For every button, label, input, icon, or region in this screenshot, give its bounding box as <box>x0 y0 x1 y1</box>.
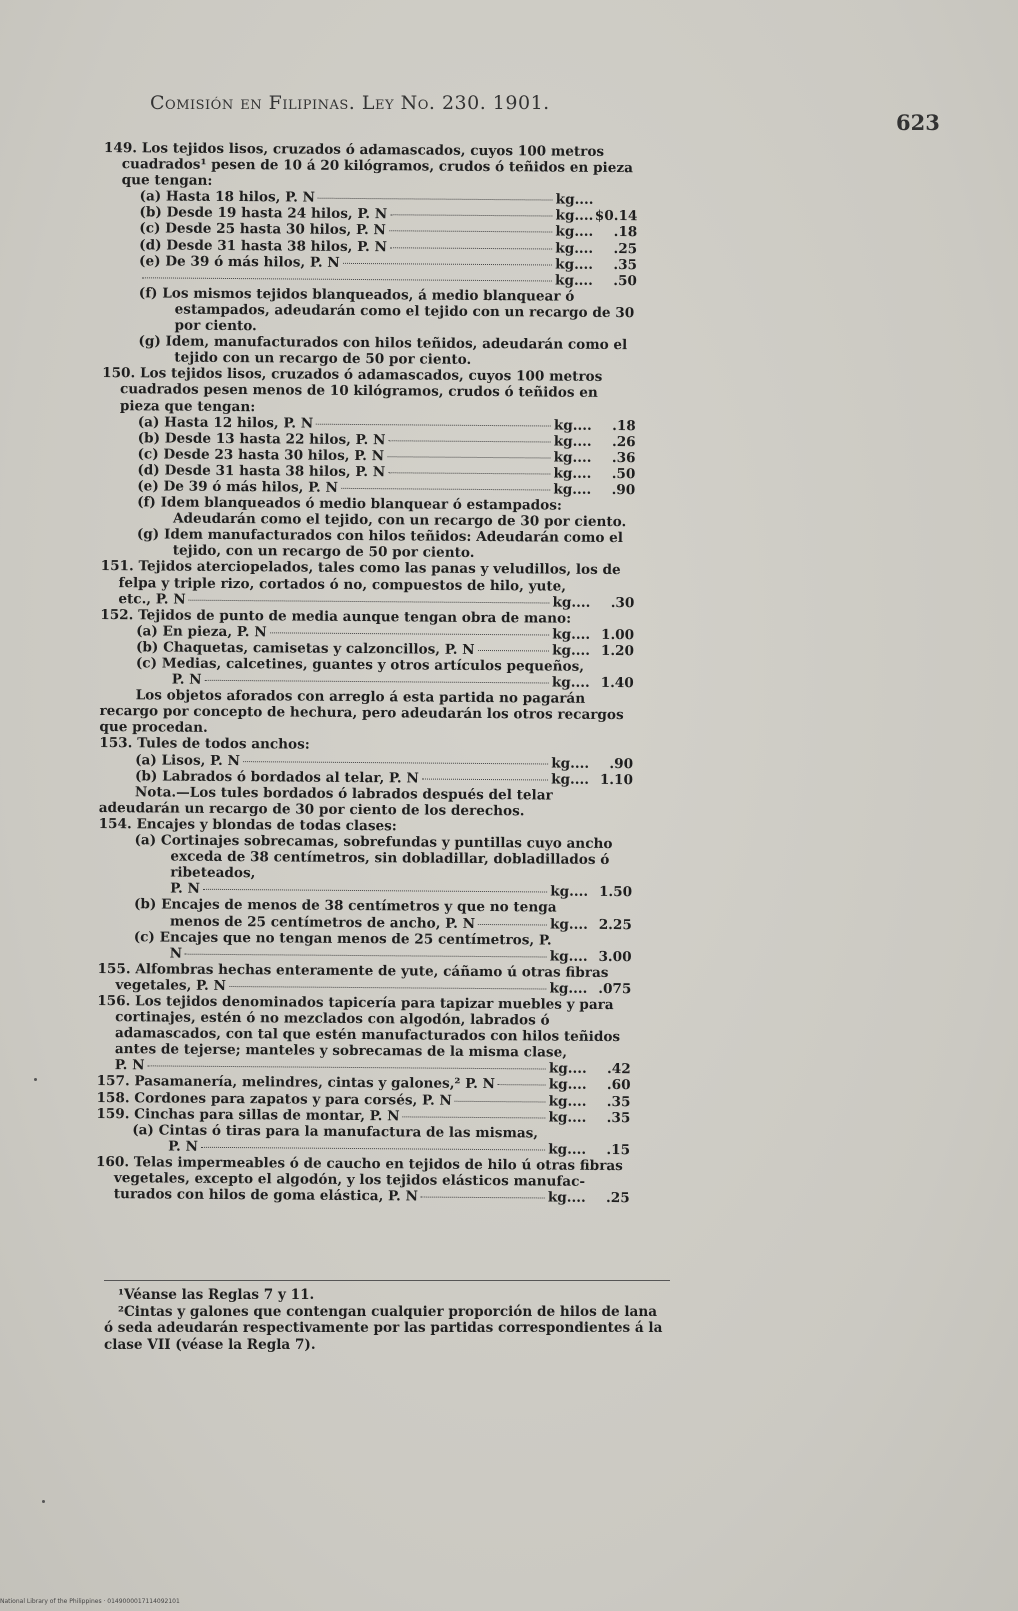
tariff-row: (e) De 39 ó más hilos, P. N kg.... .90 <box>137 478 636 499</box>
footnote: ¹Véanse las Reglas 7 y 11. <box>118 1287 315 1303</box>
tariff-row: 159. Cinchas para sillas de montar, P. N kg.... .35 <box>96 1105 631 1126</box>
item-note: (g) Idem, manufacturados con hilos teñidos, adeudarán como el tejido con un recargo de 50 por ciento. <box>138 333 628 369</box>
tariff-row: (b) Labrados ó bordados al telar, P. N kg.... 1.10 <box>134 767 634 788</box>
item-151 <box>100 558 634 610</box>
tariff-row: (e) De 39 ó más hilos, P. N kg.... .35 <box>138 252 638 273</box>
item-150 <box>101 365 637 562</box>
tariff-row: (b) Desde 19 hasta 24 hilos, P. N kg.... $0.14 <box>139 204 638 225</box>
item-155 <box>97 961 631 997</box>
tariff-row: (a) Lisos, P. N kg.... .90 <box>135 751 634 772</box>
tariff-row: (d) Desde 31 hasta 38 hilos, P. N kg.... .50 <box>137 462 636 483</box>
item-157: 157. Pasamanería, melindres, cintas y galones,² P. N kg.... .60 <box>96 1073 631 1094</box>
tariff-row: P. N kg.... 1.50 <box>170 880 633 901</box>
scan-speck <box>34 1078 37 1081</box>
item-note: (f) Los mismos tejidos blanqueados, á medio blanquear ó estampados, adeudarán como el tejido con un recargo de 30 por ciento. <box>138 285 635 335</box>
running-header: Comisión en Filipinas. Ley No. 230. 1901. <box>150 92 550 114</box>
tariff-row: etc., P. N kg.... .30 <box>118 590 635 611</box>
item-156 <box>97 993 632 1078</box>
item-intro: 153. Tules de todos anchos: <box>99 735 310 754</box>
item-note: (g) Idem manufacturados con hilos teñidos: Adeudarán como el tejido, con un recargo de 50 por ciento. <box>136 526 624 562</box>
item-subtext: (a) Cintas ó tiras para la manufactura de las mismas, <box>132 1121 539 1142</box>
tariff-row: turados con hilos de goma elástica, P. N kg.... .25 <box>113 1186 630 1207</box>
tariff-row: (d) Desde 31 hasta 38 hilos, P. N kg.... .25 <box>139 236 638 257</box>
item-note: Los objetos aforados con arreglo á esta partida no pagarán recargo por concepto de hechura, pero adeudarán los otros recargos que procedan. <box>99 687 624 737</box>
scan-speck <box>42 1500 45 1503</box>
item-intro: 160. Telas impermeables ó de caucho en tejidos de hilo ú otras fibras vegetales, excepto el algodón, y los tejidos elásticos manufac- <box>95 1153 623 1190</box>
tariff-row: menos de 25 centímetros de ancho, P. N kg.... 2.25 <box>169 913 632 933</box>
tariff-row: (c) Desde 23 hasta 30 hilos, P. N kg.... .36 <box>137 446 636 466</box>
tariff-row: N kg.... 3.00 <box>169 945 632 965</box>
tariff-row: P. N kg.... 1.40 <box>171 671 634 692</box>
item-154 <box>98 816 633 965</box>
tariff-row: P. N kg.... .42 <box>114 1057 631 1078</box>
item-intro: 151. Tejidos aterciopelados, tales como las panas y veludillos, los de felpa y triple rizo, cortados ó no, compuestos de hilo, yute, <box>100 558 621 595</box>
tariff-row: (a) En pieza, P. N kg.... 1.00 <box>136 623 635 643</box>
item-149 <box>102 140 638 369</box>
item-subtext: (b) Encajes de menos de 38 centímetros y que no tenga <box>133 896 557 916</box>
tariff-row: (c) Desde 25 hasta 30 hilos, P. N kg.... .18 <box>139 220 638 241</box>
item-note: (f) Idem blanqueados ó medio blanquear ó estampados: Adeudarán como el tejido, con un recargo de 30 por ciento. <box>137 494 627 531</box>
tariff-row: vegetales, P. N kg.... .075 <box>115 976 632 998</box>
tariff-body <box>96 140 638 1206</box>
item-159 <box>96 1106 630 1158</box>
tariff-row: P. N kg.... .15 <box>168 1138 631 1158</box>
item-intro: 150. Los tejidos lisos, cruzados ó adamascados, cuyos 100 metros cuadrados pesen menos de 10 kilógramos, crudos ó teñidos en pieza que tengan: <box>102 365 603 415</box>
item-152 <box>99 607 634 740</box>
item-intro: 152. Tejidos de punto de media aunque tengan obra de mano: <box>100 606 572 627</box>
item-intro: 149. Los tejidos lisos, cruzados ó adamascados, cuyos 100 metros cuadrados¹ pesen de 10 á 20 kilógramos, crudos ó teñidos en pieza que tengan: <box>103 140 633 190</box>
footnotes <box>104 1280 670 1353</box>
footnote: ²Cintas y galones que contengan cualquier proporción de hilos de lana ó seda adeudarán respectivamente por las partidas correspondientes á la clase VII (véase la Regla 7). <box>104 1303 663 1353</box>
item-subtext: (a) Cortinajes sobrecamas, sobrefundas y puntillas cuyo ancho exceda de 38 centímetros, sin dobladillar, dobladillados ó ribeteados, <box>134 832 613 882</box>
tariff-row: kg.... .50 <box>139 269 637 289</box>
item-160 <box>96 1154 630 1206</box>
page-number: 623 <box>896 110 940 135</box>
item-subtext: (c) Medias, calcetines, guantes y otros artículos pequeños, <box>135 655 585 675</box>
tariff-row: (a) Hasta 12 hilos, P. N kg.... .18 <box>137 413 636 434</box>
item-intro: 156. Los tejidos denominados tapicería para tapizar muebles y para cortinajes, estén ó no mezclados con algodón, labrados ó adamascados, con tal que estén manufacturados con hilos teñidos antes de tejerse; manteles y sobrecamas de la misma clase, <box>97 992 621 1061</box>
item-note: Nota.—Los tules bordados ó labrados después del telar adeudarán un recargo de 30 por ciento de los derechos. <box>98 784 553 820</box>
tariff-row: (b) Desde 13 hasta 22 hilos, P. N kg.... .26 <box>137 429 636 450</box>
tariff-row: (a) Hasta 18 hilos, P. N kg.... <box>139 188 594 209</box>
item-intro: 155. Alfombras hechas enteramente de yute, cáñamo ú otras fibras <box>97 960 609 981</box>
tariff-row: (b) Chaquetas, camisetas y calzoncillos, P. N kg.... 1.20 <box>135 639 635 660</box>
item-153 <box>99 735 634 820</box>
item-subtext: (c) Encajes que no tengan menos de 25 centímetros, P. <box>133 928 552 949</box>
item-intro: 154. Encajes y blondas de todas clases: <box>98 815 397 835</box>
item-158: 158. Cordones para zapatos y para corsés, P. N kg.... .35 <box>96 1089 631 1110</box>
scan-credit: National Library of the Philippines · 0149000017114092101 <box>0 1598 180 1605</box>
